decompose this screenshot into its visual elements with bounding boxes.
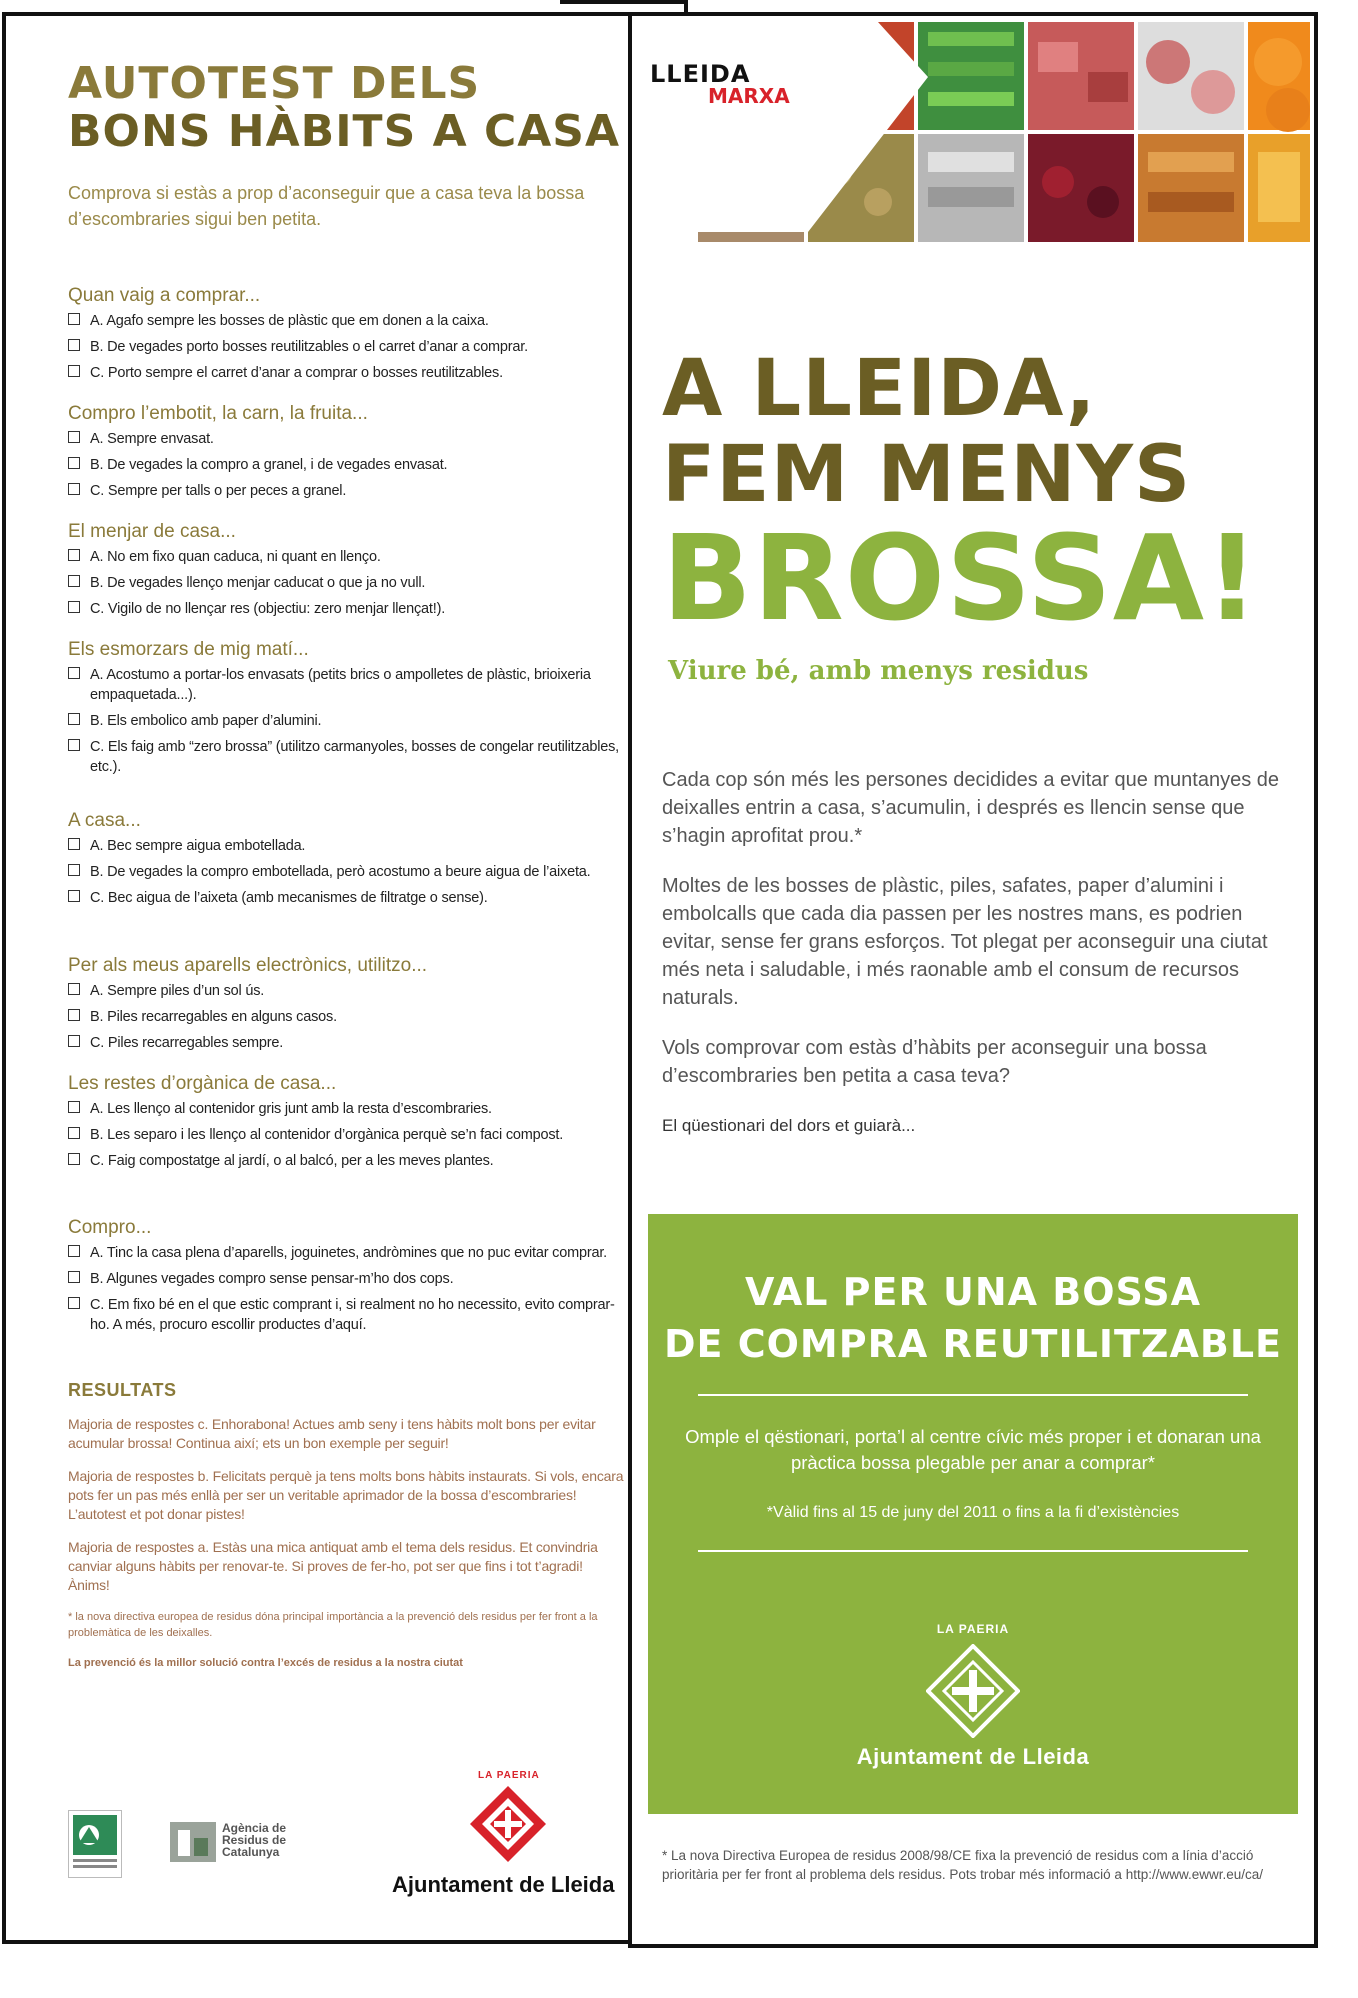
question-7	[68, 1073, 628, 1177]
ajuntament-label: Ajuntament de Lleida	[392, 1872, 615, 1897]
checkbox[interactable]	[68, 1245, 80, 1257]
results-title: RESULTATS	[68, 1380, 177, 1400]
autotest-title	[68, 60, 620, 156]
option-text: C. Sempre per talls o per peces a granel.	[90, 483, 347, 499]
checkbox[interactable]	[68, 838, 80, 850]
question-1	[68, 285, 628, 389]
checkbox[interactable]	[68, 864, 80, 876]
voucher-divider-bottom	[698, 1550, 1248, 1552]
paragraph-2: Moltes de les bosses de plàstic, piles, safates, paper d’alumini i embolcalls que cada dia passen per les nostres mans, es podrien evitar, sense fer grans esforços. Tot plegat per aconseguir una ciutat més neta i saludable, i més raonable amb el consum de recursos naturals.	[662, 875, 1268, 1009]
footnote-prevencio: La prevenció és la millor solució contra l’excés de residus a la nostra ciutat	[68, 1657, 463, 1669]
option-text: B. De vegades llenço menjar caducat o que ja no vull.	[90, 575, 426, 591]
checkbox[interactable]	[68, 313, 80, 325]
paragraph-4: El qüestionari del dors et guiarà...	[662, 1116, 916, 1135]
brossa-flyer	[628, 12, 1318, 1948]
checkbox[interactable]	[68, 1153, 80, 1165]
checkbox[interactable]	[68, 667, 80, 679]
autotest-title-line2: BONS HÀBITS A CASA	[68, 106, 621, 157]
option-text: A. Bec sempre aigua embotellada.	[90, 838, 306, 854]
option-text: B. Algunes vegades compro sense pensar-m’ho dos cops.	[90, 1271, 454, 1287]
produce-photo-strip	[638, 22, 1310, 242]
option-text: A. Agafo sempre les bosses de plàstic que em donen a la caixa.	[90, 313, 489, 329]
checkbox[interactable]	[68, 365, 80, 377]
footnote-directiva: * la nova directiva europea de residus dóna principal importància a la prevenció dels residus per fer front a la problemàtica de les deixalles.	[68, 1611, 598, 1639]
headline-line3: BROSSA!	[662, 509, 1260, 647]
checkbox[interactable]	[68, 431, 80, 443]
option-text: A. Acostumo a portar-los envasats (petits brics o ampolletes de plàstic, brioixeria empaquetada...).	[90, 667, 591, 703]
voucher-divider-top	[698, 1394, 1248, 1396]
voucher-title-line2: DE COMPRA REUTILITZABLE	[664, 1322, 1282, 1366]
checkbox[interactable]	[68, 339, 80, 351]
checkbox[interactable]	[68, 575, 80, 587]
brand-line2: MARXA	[708, 84, 790, 108]
question-3	[68, 521, 628, 625]
option-text: A. Sempre envasat.	[90, 431, 214, 447]
option-text: B. Les separo i les llenço al contenidor d’orgànica perquè se’n faci compost.	[90, 1127, 564, 1143]
checkbox[interactable]	[68, 1101, 80, 1113]
option-text: C. Faig compostatge al jardí, o al balcó, per a les meves plantes.	[90, 1153, 494, 1169]
option-text: C. Porto sempre el carret d’anar a comprar o bosses reutilitzables.	[90, 365, 503, 381]
brand-line1: LLEIDA	[650, 60, 751, 88]
question-title: Les restes d’orgànica de casa...	[68, 1073, 337, 1094]
paragraph-1: Cada cop són més les persones decidides a evitar que muntanyes de deixalles entrin a casa, s’acumulin, i després es llencin sense que s’hagin aprofitat prou.*	[662, 769, 1280, 847]
result-a: Majoria de respostes a. Estàs una mica antiquat amb el tema dels residus. Et convindria canviar alguns hàbits per renovar-te. Si proves de fer-ho, pot ser que fins i tot t’agradi! Ànims!	[68, 1539, 598, 1593]
tagline: Viure bé, amb menys residus	[668, 656, 1089, 686]
checkbox[interactable]	[68, 601, 80, 613]
headline-line1: A LLEIDA,	[662, 344, 1097, 434]
question-title: Compro l’embotit, la carn, la fruita...	[68, 403, 368, 424]
checkbox[interactable]	[68, 739, 80, 751]
paragraph-3: Vols comprovar com estàs d’hàbits per aconseguir una bossa d’escombraries ben petita a casa teva?	[662, 1037, 1207, 1087]
option-text: B. De vegades porto bosses reutilitzables o el carret d’anar a comprar.	[90, 339, 528, 355]
green-logo	[68, 1810, 122, 1878]
question-4	[68, 639, 628, 783]
results-section	[68, 1380, 628, 1685]
result-c: Majoria de respostes c. Enhorabona! Actues amb seny i tens hàbits molt bons per evitar acumular brossa! Continua així; ets un bon exemple per seguir!	[68, 1416, 596, 1451]
produce-photos	[638, 22, 1310, 242]
question-title: A casa...	[68, 810, 141, 831]
checkbox[interactable]	[68, 457, 80, 469]
option-text: A. Sempre piles d’un sol ús.	[90, 983, 265, 999]
voucher-title	[648, 1266, 1298, 1370]
checkbox[interactable]	[68, 483, 80, 495]
checkbox[interactable]	[68, 1035, 80, 1047]
option-text: C. Vigilo de no llençar res (objectiu: zero menjar llençat!).	[90, 601, 446, 617]
voucher-title-line1: VAL PER UNA BOSSA	[745, 1270, 1201, 1314]
option-text: B. De vegades la compro embotellada, però acostumo a beure aigua de l’aixeta.	[90, 864, 591, 880]
option-text: B. Piles recarregables en alguns casos.	[90, 1009, 337, 1025]
question-title: Els esmorzars de mig matí...	[68, 639, 309, 660]
voucher-text: Omple el qëstionari, porta’l al centre cívic més proper i et donaran una pràctica bossa plegable per anar a comprar*	[685, 1426, 1261, 1473]
question-title: Per als meus aparells electrònics, utilitzo...	[68, 955, 428, 976]
paeria-crest-icon	[926, 1644, 1020, 1738]
paeria-small-label: LA PAERIA	[478, 1770, 540, 1781]
option-text: B. De vegades la compro a granel, i de vegades envasat.	[90, 457, 448, 473]
checkbox[interactable]	[68, 713, 80, 725]
option-text: C. Em fixo bé en el que estic comprant i, si realment no ho necessito, evito comprar-ho. A més, procuro escollir productes d’aquí.	[90, 1297, 615, 1333]
question-title: Quan vaig a comprar...	[68, 285, 261, 306]
agencia-logo-text: Agència de Residus de Catalunya	[222, 1821, 287, 1859]
autotest-title-line1: AUTOTEST DELS	[68, 58, 481, 109]
option-text: C. Els faig amb “zero brossa” (utilitzo carmanyoles, bosses de congelar reutilitzables, etc.).	[90, 739, 619, 775]
option-text: A. No em fixo quan caduca, ni quant en llenço.	[90, 549, 381, 565]
question-5	[68, 810, 628, 914]
footnote-right: * La nova Directiva Europea de residus 2008/98/CE fixa la prevenció de residus com a línia d’acció prioritària per fer front al problema dels residus. Pots trobar més informació a http://www.ewwr.eu/ca/	[662, 1848, 1264, 1882]
checkbox[interactable]	[68, 1009, 80, 1021]
result-b: Majoria de respostes b. Felicitats perquè ja tens molts bons hàbits instaurats. Si vols, encara pots fer un pas més enllà per ser un veritable aprimador de la bossa d’escombraries! L’autotest et pot donar pistes!	[68, 1468, 624, 1522]
paeria-label: LA PAERIA	[936, 1622, 1010, 1636]
body-text	[662, 766, 1282, 1162]
question-2	[68, 403, 628, 507]
lleida-marxa-logo	[650, 60, 790, 108]
headline-line2: FEM MENYS	[662, 430, 1192, 520]
option-text: C. Bec aigua de l’aixeta (amb mecanismes de filtratge o sense).	[90, 890, 488, 906]
question-6	[68, 955, 628, 1059]
agencia-logo-icon	[170, 1818, 218, 1866]
checkbox[interactable]	[68, 549, 80, 561]
question-title: Compro...	[68, 1217, 152, 1238]
voucher-valid: *Vàlid fins al 15 de juny del 2011 o fins a la fi d’existències	[766, 1504, 1180, 1521]
option-text: A. Tinc la casa plena d’aparells, joguinetes, andròmines que no puc evitar comprar.	[90, 1245, 607, 1261]
checkbox[interactable]	[68, 890, 80, 902]
ajuntament-name: Ajuntament de Lleida	[856, 1744, 1090, 1769]
option-text: A. Les llenço al contenidor gris junt amb la resta d’escombraries.	[90, 1101, 492, 1117]
checkbox[interactable]	[68, 1271, 80, 1283]
headline	[662, 344, 1260, 647]
option-text: C. Piles recarregables sempre.	[90, 1035, 284, 1051]
question-8	[68, 1217, 628, 1341]
voucher-box	[648, 1214, 1298, 1814]
paeria-crest-icon	[468, 1784, 548, 1864]
checkbox[interactable]	[68, 1127, 80, 1139]
option-text: B. Els embolico amb paper d’alumini.	[90, 713, 322, 729]
sponsor-logos	[68, 1770, 668, 1910]
checkbox[interactable]	[68, 1297, 80, 1309]
checkbox[interactable]	[68, 983, 80, 995]
question-title: El menjar de casa...	[68, 521, 236, 542]
autotest-intro: Comprova si estàs a prop d’aconseguir que a casa teva la bossa d’escombraries sigui ben petita.	[68, 183, 585, 229]
